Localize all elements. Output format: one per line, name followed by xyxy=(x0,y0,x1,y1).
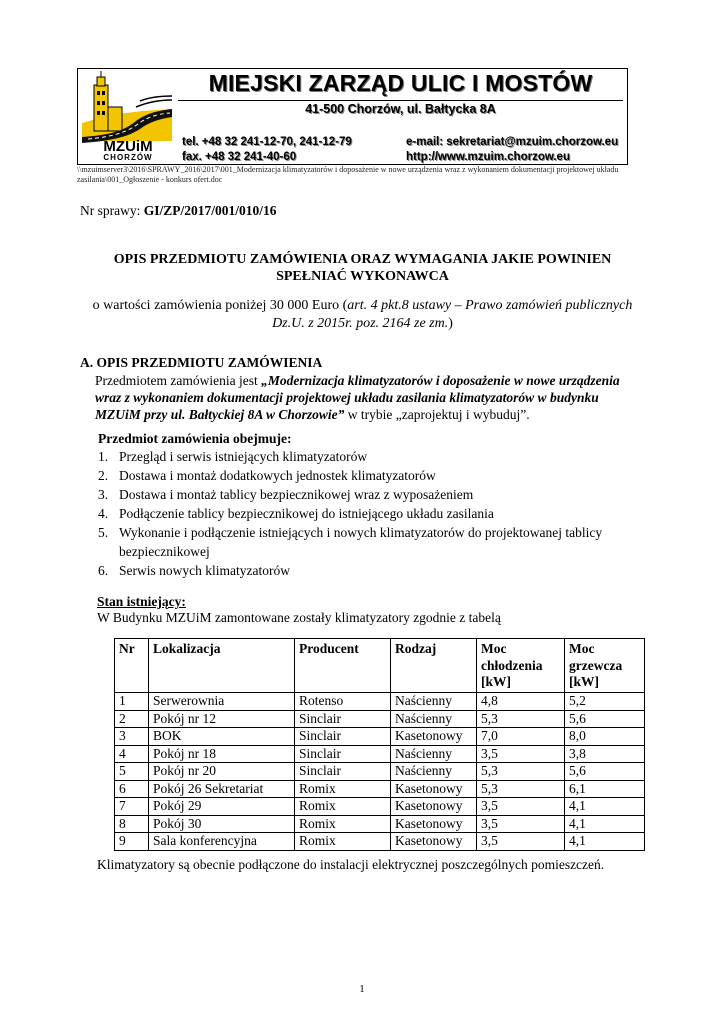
current-state-heading: Stan istniejący: xyxy=(97,594,186,609)
table-cell: 3,5 xyxy=(477,745,565,763)
table-cell: 5,6 xyxy=(565,763,645,781)
current-state-text: W Budynku MZUiM zamontowane zostały klimatyzatory zgodnie z tabelą xyxy=(97,610,501,625)
table-cell: Sinclair xyxy=(295,745,391,763)
table-cell: Sala konferencyjna xyxy=(149,833,295,851)
column-header: Lokalizacja xyxy=(149,639,295,693)
closing-statement: Klimatyzatory są obecnie podłączone do instalacji elektrycznej poszczególnych pomieszczeń. xyxy=(97,857,605,872)
scope-item: 2. Dostawa i montaż dodatkowych jednostek klimatyzatorów xyxy=(98,468,436,483)
table-cell: Sinclair xyxy=(295,710,391,728)
scope-item: 5. Wykonanie i podłączenie istniejących i nowych klimatyzatorów do projektowanej tablicy bezpiecznikowej xyxy=(98,525,603,559)
table-cell: Romix xyxy=(295,780,391,798)
column-header: Rodzaj xyxy=(391,639,477,693)
scope-item: 4. Podłączenie tablicy bezpiecznikowej do istniejącego układu zasilania xyxy=(98,506,494,521)
page-number: 1 xyxy=(359,983,365,995)
scope-list xyxy=(98,447,658,580)
table-cell: Naścienny xyxy=(391,745,477,763)
table-cell: 7 xyxy=(115,798,149,816)
logo-subtext: CHORZÓW xyxy=(103,153,153,162)
table-cell: Serwerownia xyxy=(149,693,295,711)
legal-reference: Dz.U. z 2015r. poz. 2164 ze zm. xyxy=(272,316,449,331)
logo-tower xyxy=(94,85,108,131)
table-row xyxy=(115,798,645,816)
section-a-paragraph: Przedmiotem zamówienia jest „Modernizacja klimatyzatorów i doposażenie w nowe urządzenia wraz z wykonaniem dokumentacji projektowej układu zasilania klimatyzatorów w budynku MZUiM przy ul. Bałtyckiej 8A w Chorzowie” w trybie „zaprojektuj i wybuduj”. xyxy=(95,373,620,422)
table-row xyxy=(115,780,645,798)
document-title xyxy=(90,251,635,285)
table-cell: Pokój nr 20 xyxy=(149,763,295,781)
table-cell: 2 xyxy=(115,710,149,728)
phone-fax-block xyxy=(182,135,352,165)
contract-value-statement: o wartości zamówienia poniżej 30 000 Euro (art. 4 pkt.8 ustawy – Prawo zamówień publicznych Dz.U. z 2015r. poz. 2164 ze zm.) xyxy=(92,298,633,331)
case-number-value: GI/ZP/2017/001/010/16 xyxy=(143,203,277,218)
phone-numbers: tel. +48 32 241-12-70, 241-12-79 xyxy=(182,136,352,148)
organization-title: MIEJSKI ZARZĄD ULIC I MOSTÓW xyxy=(208,70,593,96)
table-cell: 4,8 xyxy=(477,693,565,711)
table-cell: 3,8 xyxy=(565,745,645,763)
table-cell: Kasetonowy xyxy=(391,798,477,816)
table-cell: Pokój nr 12 xyxy=(149,710,295,728)
table-cell: Pokój nr 18 xyxy=(149,745,295,763)
website-link[interactable]: http://www.mzuim.chorzow.eu xyxy=(406,151,570,163)
table-row xyxy=(115,815,645,833)
table-cell: 5,3 xyxy=(477,763,565,781)
table-cell: 5,3 xyxy=(477,780,565,798)
table-cell: Kasetonowy xyxy=(391,815,477,833)
table-cell: 9 xyxy=(115,833,149,851)
column-header: Moc chłodzenia [kW] xyxy=(477,639,565,693)
table-cell: Sinclair xyxy=(295,728,391,746)
scope-item: 1. Przegląd i serwis istniejących klimatyzatorów xyxy=(98,449,368,464)
table-cell: Pokój 30 xyxy=(149,815,295,833)
table-row xyxy=(115,693,645,711)
document-title-line2: SPEŁNIAĆ WYKONAWCA xyxy=(276,269,449,284)
table-cell: 5,6 xyxy=(565,710,645,728)
scope-heading: Przedmiot zamówienia obejmuje: xyxy=(98,431,292,446)
table-cell: 4,1 xyxy=(565,815,645,833)
table-cell: 3,5 xyxy=(477,833,565,851)
table-cell: 5,2 xyxy=(565,693,645,711)
table-cell: 5,3 xyxy=(477,710,565,728)
letterhead xyxy=(77,68,628,165)
column-header: Nr xyxy=(115,639,149,693)
table-cell: Naścienny xyxy=(391,693,477,711)
table-cell: Kasetonowy xyxy=(391,833,477,851)
table-row xyxy=(115,728,645,746)
table-cell: 3,5 xyxy=(477,815,565,833)
table-cell: 4,1 xyxy=(565,798,645,816)
table-cell: Romix xyxy=(295,815,391,833)
table-cell: 1 xyxy=(115,693,149,711)
table-cell: Rotenso xyxy=(295,693,391,711)
column-header: Moc grzewcza [kW] xyxy=(565,639,645,693)
table-cell: 4,1 xyxy=(565,833,645,851)
table-row xyxy=(115,763,645,781)
table-cell: Kasetonowy xyxy=(391,780,477,798)
table-cell: Kasetonowy xyxy=(391,728,477,746)
table-row xyxy=(115,833,645,851)
contract-subject: „Modernizacja klimatyzatorów i doposażenie w nowe urządzenia wraz z wykonaniem dokumentacji projektowej układu zasilania klimatyzatorów w budynku MZUiM przy ul. Bałtyckiej 8A w Chorzowie” xyxy=(95,373,620,422)
table-cell: 3,5 xyxy=(477,798,565,816)
logo-text: MZUiM xyxy=(103,138,153,155)
table-cell: Pokój 26 Sekretariat xyxy=(149,780,295,798)
organization-address: 41-500 Chorzów, ul. Bałtycka 8A xyxy=(305,102,496,116)
table-cell: Naścienny xyxy=(391,710,477,728)
section-a-heading: A. OPIS PRZEDMIOTU ZAMÓWIENIA xyxy=(80,355,323,370)
case-number xyxy=(80,203,277,219)
case-number-label: Nr sprawy: xyxy=(80,203,141,218)
table-cell: 8 xyxy=(115,815,149,833)
table-cell: Naścienny xyxy=(391,763,477,781)
letterhead-divider xyxy=(178,100,623,101)
table-cell: Pokój 29 xyxy=(149,798,295,816)
file-path: \\mzuimserver3\2016\SPRAWY_2016\2017\001_Modernizacja klimatyzatorów i doposażenie w nowe urządzenia wraz z wykonaniem dokumentacji projektowej układu zasilania\001_Ogłoszenie - konkurs ofert.doc xyxy=(77,165,619,184)
table-cell: 3 xyxy=(115,728,149,746)
table-header-row xyxy=(115,639,645,693)
column-header: Producent xyxy=(295,639,391,693)
scope-item: 3. Dostawa i montaż tablicy bezpiecznikowej wraz z wyposażeniem xyxy=(98,487,474,502)
fax-number: fax. +48 32 241-40-60 xyxy=(182,151,297,163)
table-cell: Romix xyxy=(295,833,391,851)
air-conditioners-table xyxy=(114,638,645,851)
table-cell: 7,0 xyxy=(477,728,565,746)
table-row xyxy=(115,710,645,728)
email-address[interactable]: e-mail: sekretariat@mzuim.chorzow.eu xyxy=(406,136,619,148)
table-row xyxy=(115,745,645,763)
table-cell: 6 xyxy=(115,780,149,798)
table-cell: Romix xyxy=(295,798,391,816)
email-web-block xyxy=(406,135,618,165)
scope-item: 6. Serwis nowych klimatyzatorów xyxy=(98,563,290,578)
document-title-line1: OPIS PRZEDMIOTU ZAMÓWIENIA ORAZ WYMAGANIA JAKIE POWINIEN xyxy=(113,252,612,267)
legal-basis: art. 4 pkt.8 ustawy – Prawo zamówień publicznych xyxy=(347,298,633,313)
table-cell: 8,0 xyxy=(565,728,645,746)
table-cell: Sinclair xyxy=(295,763,391,781)
table-cell: BOK xyxy=(149,728,295,746)
table-cell: 5 xyxy=(115,763,149,781)
table-cell: 4 xyxy=(115,745,149,763)
table-cell: 6,1 xyxy=(565,780,645,798)
